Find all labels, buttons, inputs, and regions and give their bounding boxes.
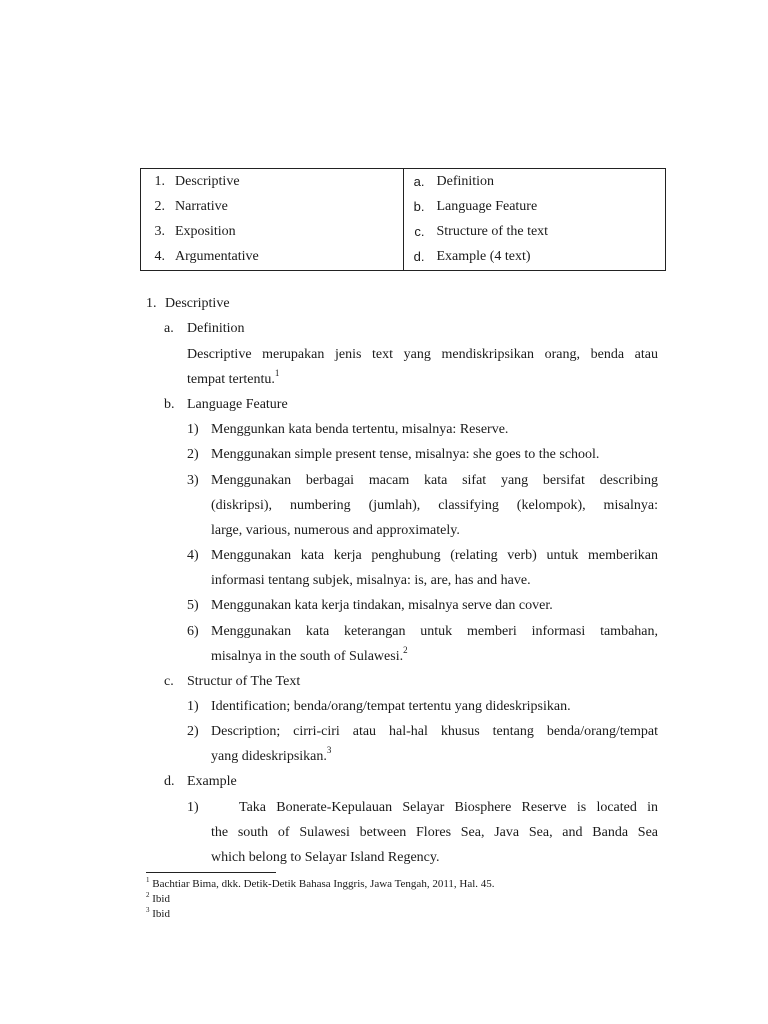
list-number: 1) (187, 422, 199, 437)
list-item: large, various, numerous and approximately. (211, 523, 460, 538)
list-item: Menggunakan berbagai macam kata sifat yang bersifat describing (211, 473, 658, 488)
table-row (404, 247, 666, 272)
overview-table (140, 168, 666, 271)
footnote-text: Bachtiar Bima, dkk. Detik-Detik Bahasa Inggris, Jawa Tengah, 2011, Hal. 45. (152, 878, 495, 890)
footnote-marker: 3 (146, 906, 150, 915)
list-item: Menggunakan kata kerja penghubung (relating verb) untuk memberikan (211, 548, 658, 563)
list-number: 6) (187, 624, 199, 639)
list-number: 2) (187, 724, 199, 739)
list-item: (diskripsi), numbering (jumlah), classifying (kelompok), misalnya: (211, 498, 658, 513)
list-item: Description; cirri-ciri atau hal-hal khusus tentang benda/orang/tempat (211, 724, 658, 739)
row-text: Example (4 text) (436, 249, 531, 264)
section-title: Descriptive (165, 296, 230, 311)
footnote-marker: 2 (146, 891, 150, 900)
footnote-divider (146, 872, 276, 873)
example-line: which belong to Selayar Island Regency. (211, 850, 440, 865)
text-types-column (141, 169, 404, 270)
list-item: Menggunkan kata benda tertentu, misalnya: Reserve. (211, 422, 509, 437)
row-text: Descriptive (175, 174, 240, 189)
footnote-ref: 1 (274, 368, 280, 379)
footnote-ref: 2 (403, 645, 408, 656)
row-number: 4. (154, 249, 165, 264)
subsection-title: Structur of The Text (187, 674, 301, 689)
footnote-text: Ibid (152, 908, 170, 920)
definition-line-1: Descriptive merupakan jenis text yang mendiskripsikan orang, benda atau (187, 347, 658, 362)
section-number: 1. (146, 296, 157, 311)
list-number: 4) (187, 548, 199, 563)
table-row (404, 197, 666, 222)
row-text: Structure of the text (436, 224, 549, 239)
list-item: Menggunakan simple present tense, misalnya: she goes to the school. (211, 447, 600, 462)
definition-line-2: tempat tertentu. (187, 372, 275, 387)
row-text: Narrative (175, 199, 228, 214)
subsection-label: c. (164, 674, 174, 689)
footnote (146, 892, 170, 906)
aspects-column (404, 169, 666, 270)
list-number: 2) (187, 447, 199, 462)
list-number: 1) (187, 699, 199, 714)
row-number: 2. (154, 199, 165, 214)
example-line: the south of Sulawesi between Flores Sea, Java Sea, and Banda Sea (211, 825, 658, 840)
list-item: Identification; benda/orang/tempat tertentu yang dideskripsikan. (211, 699, 571, 714)
list-item (211, 747, 331, 767)
table-row (141, 247, 403, 272)
table-row (141, 172, 403, 197)
subsection-label: a. (164, 321, 174, 336)
list-item: Menggunakan kata keterangan untuk memberi informasi tambahan, (211, 624, 658, 639)
row-letter: a. (413, 174, 425, 189)
footnote (146, 877, 495, 891)
table-row (141, 222, 403, 247)
list-item: Menggunakan kata kerja tindakan, misalnya serve dan cover. (211, 598, 553, 613)
subsection-title: Language Feature (187, 397, 288, 412)
list-item (211, 647, 408, 667)
list-item-text: yang dideskripsikan. (211, 749, 327, 764)
row-text: Language Feature (436, 199, 538, 214)
footnote-ref: 3 (326, 745, 332, 756)
footnote-marker: 1 (146, 876, 150, 885)
list-item-text: misalnya in the south of Sulawesi. (211, 649, 404, 664)
table-row (141, 197, 403, 222)
subsection-title: Example (187, 774, 237, 789)
example-line: Taka Bonerate-Kepulauan Selayar Biosphere Reserve is located in (239, 800, 658, 815)
row-letter: b. (413, 199, 425, 214)
list-number: 1) (187, 800, 199, 815)
row-letter: d. (413, 249, 425, 264)
subsection-title: Definition (187, 321, 245, 336)
list-item: informasi tentang subjek, misalnya: is, are, has and have. (211, 573, 531, 588)
row-number: 1. (154, 174, 165, 189)
list-number: 5) (187, 598, 199, 613)
paragraph-line (187, 345, 658, 365)
list-number: 3) (187, 473, 199, 488)
row-text: Exposition (175, 224, 236, 239)
subsection-label: d. (164, 774, 175, 789)
row-number: 3. (154, 224, 165, 239)
footnote-text: Ibid (152, 893, 170, 905)
table-row (404, 222, 666, 247)
row-text: Argumentative (175, 249, 259, 264)
subsection-label: b. (164, 397, 175, 412)
row-letter: c. (414, 224, 425, 239)
row-text: Definition (436, 174, 495, 189)
table-row (404, 172, 666, 197)
paragraph-line (187, 370, 279, 390)
footnote (146, 907, 170, 921)
